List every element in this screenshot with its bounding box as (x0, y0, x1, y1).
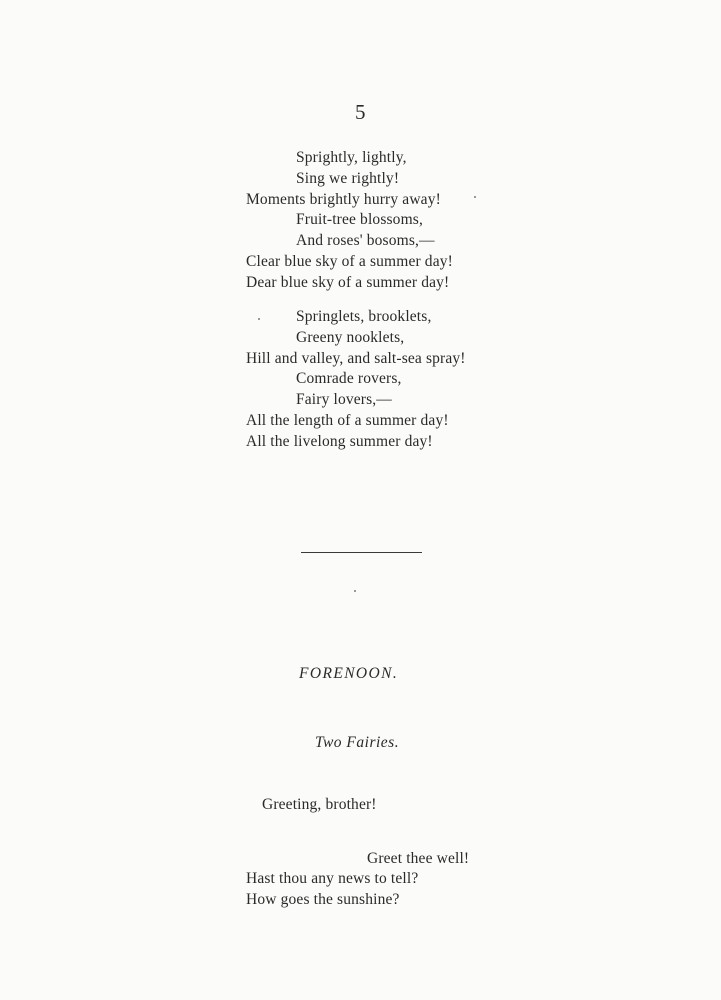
paper-speck (354, 590, 356, 592)
dialogue-greeting: Greeting, brother! (262, 796, 377, 813)
poem-line: Clear blue sky of a summer day! (246, 252, 453, 270)
section-heading: FORENOON. (299, 665, 399, 682)
poem-line: All the length of a summer day! (246, 411, 449, 429)
dialogue-line: How goes the sunshine? (246, 890, 400, 908)
poem-line: Comrade rovers, (296, 370, 402, 388)
section-divider (301, 552, 422, 553)
section-subheading: Two Fairies. (315, 734, 400, 751)
paper-speck (258, 318, 260, 320)
poem-line: Sing we rightly! (296, 169, 400, 187)
poem-line: Dear blue sky of a summer day! (246, 273, 450, 291)
poem-line: All the livelong summer day! (246, 432, 433, 450)
paper-speck (474, 196, 476, 198)
poem-line: Springlets, brooklets, (296, 308, 432, 325)
poem-line: Greeny nooklets, (296, 328, 405, 346)
poem-line: And roses' bosoms,— (296, 232, 435, 250)
poem-stanza-1 (246, 148, 546, 294)
poem-line: Sprightly, lightly, (296, 149, 407, 166)
poem-line: Fairy lovers,— (296, 391, 392, 409)
dialogue-reply-first: Greet thee well! (367, 850, 470, 867)
page-number: 5 (355, 100, 366, 124)
dialogue-line: Hast thou any news to tell? (246, 870, 419, 887)
poem-stanza-2 (246, 307, 546, 453)
poem-line: Fruit-tree blossoms, (296, 211, 423, 229)
poem-line: Hill and valley, and salt-sea spray! (246, 349, 466, 367)
poem-line: Moments brightly hurry away! (246, 190, 441, 208)
dialogue-reply-block (246, 869, 418, 911)
